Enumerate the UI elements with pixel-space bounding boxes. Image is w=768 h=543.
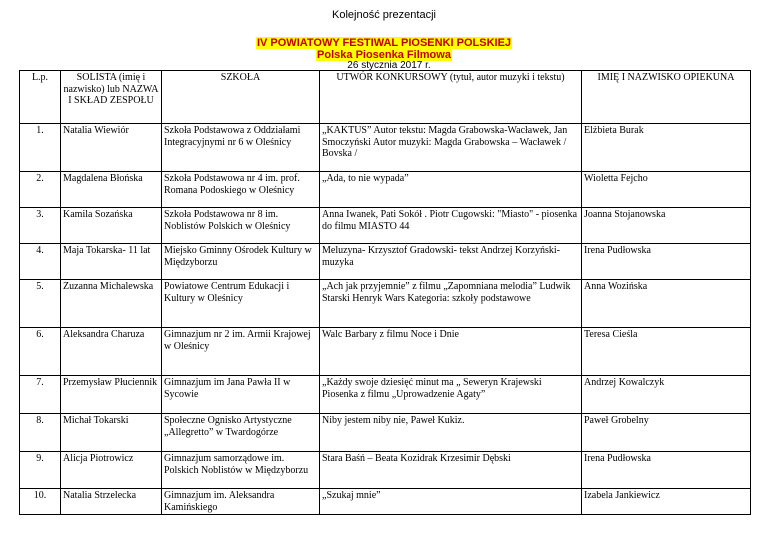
header-szkola: SZKOŁA	[162, 71, 320, 124]
cell-solista: Zuzanna Michalewska	[61, 280, 162, 328]
festival-title: IV POWIATOWY FESTIWAL PIOSENKI POLSKIEJ	[256, 37, 512, 49]
cell-solista: Kamila Sozańska	[61, 208, 162, 244]
cell-utwor: Meluzyna- Krzysztof Gradowski- tekst Andrzej Korzyński- muzyka	[320, 244, 582, 280]
presentation-table	[19, 70, 751, 515]
cell-opiekun: Irena Pudłowska	[582, 244, 751, 280]
table-row	[20, 414, 751, 452]
cell-lp: 10.	[20, 489, 61, 515]
cell-lp: 2.	[20, 172, 61, 208]
cell-szkola: Szkoła Podstawowa nr 8 im. Noblistów Polskich w Oleśnicy	[162, 208, 320, 244]
cell-opiekun: Andrzej Kowalczyk	[582, 376, 751, 414]
cell-lp: 8.	[20, 414, 61, 452]
cell-szkola: Gimnazjum im Jana Pawła II w Sycowie	[162, 376, 320, 414]
cell-solista: Natalia Strzelecka	[61, 489, 162, 515]
cell-szkola: Szkoła Podstawowa z Oddziałami Integracyjnymi nr 6 w Oleśnicy	[162, 124, 320, 172]
cell-szkola: Gimnazjum samorządowe im. Polskich Noblistów w Międzyborzu	[162, 452, 320, 489]
cell-szkola: Gimnazjum im. Aleksandra Kamińskiego	[162, 489, 320, 515]
cell-utwor: „Każdy swoje dziesięć minut ma „ Seweryn Krajewski Piosenka z filmu „Uprowadzenie Agaty”	[320, 376, 582, 414]
cell-opiekun: Teresa Cieśla	[582, 328, 751, 376]
cell-lp: 9.	[20, 452, 61, 489]
table-row	[20, 376, 751, 414]
cell-solista: Aleksandra Charuza	[61, 328, 162, 376]
festival-subtitle: Polska Piosenka Filmowa	[317, 49, 451, 61]
header-solista: SOLISTA (imię i nazwisko) lub NAZWA I SKŁAD ZESPOŁU	[61, 71, 162, 124]
cell-opiekun: Wioletta Fejcho	[582, 172, 751, 208]
header-opiekun: IMIĘ I NAZWISKO OPIEKUNA	[582, 71, 751, 124]
cell-solista: Przemysław Płuciennik	[61, 376, 162, 414]
cell-szkola: Gimnazjum nr 2 im. Armii Krajowej w Oleśnicy	[162, 328, 320, 376]
table-row	[20, 244, 751, 280]
cell-utwor: Stara Baśń – Beata Kozidrak Krzesimir Dębski	[320, 452, 582, 489]
cell-opiekun: Anna Wozińska	[582, 280, 751, 328]
cell-utwor: Anna Iwanek, Pati Sokół . Piotr Cugowski: "Miasto" - piosenka do filmu MIASTO 44	[320, 208, 582, 244]
table-row	[20, 489, 751, 515]
cell-utwor: „KAKTUS” Autor tekstu: Magda Grabowska-Wacławek, Jan Smoczyński Autor muzyki: Magda Grabowska – Wacławek / Bovska /	[320, 124, 582, 172]
cell-solista: Magdalena Błońska	[61, 172, 162, 208]
cell-solista: Natalia Wiewiór	[61, 124, 162, 172]
page-title: Kolejność prezentacji	[332, 9, 436, 21]
cell-utwor: Walc Barbary z filmu Noce i Dnie	[320, 328, 582, 376]
festival-heading	[0, 37, 768, 61]
cell-opiekun: Elżbieta Burak	[582, 124, 751, 172]
cell-opiekun: Irena Pudłowska	[582, 452, 751, 489]
cell-szkola: Powiatowe Centrum Edukacji i Kultury w Oleśnicy	[162, 280, 320, 328]
cell-solista: Michał Tokarski	[61, 414, 162, 452]
cell-opiekun: Joanna Stojanowska	[582, 208, 751, 244]
table-row	[20, 280, 751, 328]
table-row	[20, 452, 751, 489]
table-row	[20, 124, 751, 172]
cell-solista: Maja Tokarska- 11 lat	[61, 244, 162, 280]
cell-utwor: „Ach jak przyjemnie” z filmu „Zapomniana melodia” Ludwik Starski Henryk Wars Kategoria: szkoły podstawowe	[320, 280, 582, 328]
header-lp: L.p.	[20, 71, 61, 124]
cell-lp: 6.	[20, 328, 61, 376]
cell-utwor: Niby jestem niby nie, Paweł Kukiz.	[320, 414, 582, 452]
header-utwor: UTWÓR KONKURSOWY (tytuł, autor muzyki i tekstu)	[320, 71, 582, 124]
cell-solista: Alicja Piotrowicz	[61, 452, 162, 489]
header-row	[20, 71, 751, 124]
cell-szkola: Społeczne Ognisko Artystyczne „Allegretto” w Twardogórze	[162, 414, 320, 452]
cell-lp: 4.	[20, 244, 61, 280]
cell-opiekun: Paweł Grobelny	[582, 414, 751, 452]
cell-lp: 7.	[20, 376, 61, 414]
cell-utwor: „Szukaj mnie”	[320, 489, 582, 515]
cell-lp: 5.	[20, 280, 61, 328]
table-row	[20, 208, 751, 244]
cell-szkola: Szkoła Podstawowa nr 4 im. prof. Romana Podoskiego w Oleśnicy	[162, 172, 320, 208]
cell-utwor: „Ada, to nie wypada”	[320, 172, 582, 208]
festival-date: 26 stycznia 2017 r.	[347, 60, 431, 71]
cell-szkola: Miejsko Gminny Ośrodek Kultury w Międzyborzu	[162, 244, 320, 280]
cell-opiekun: Izabela Jankiewicz	[582, 489, 751, 515]
cell-lp: 1.	[20, 124, 61, 172]
table-row	[20, 172, 751, 208]
cell-lp: 3.	[20, 208, 61, 244]
table-row	[20, 328, 751, 376]
